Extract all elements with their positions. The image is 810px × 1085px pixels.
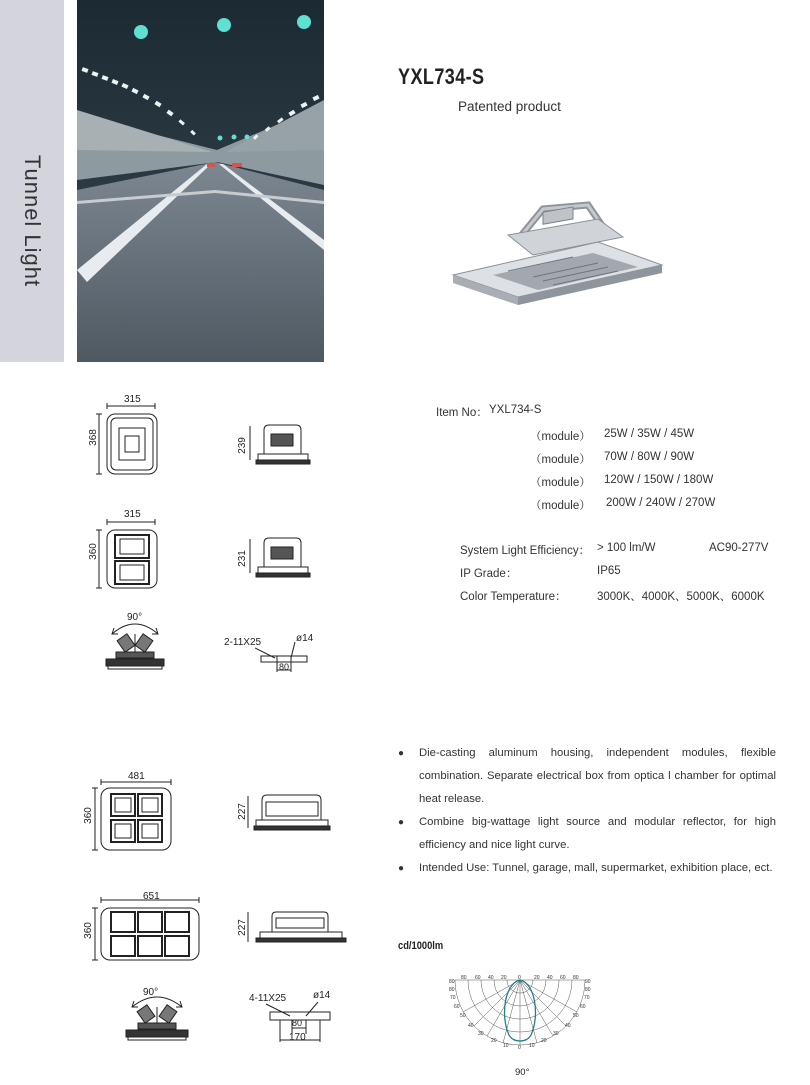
dim-d6-spacing-inner: 80 bbox=[292, 1018, 303, 1028]
dim-d2-height: 360 bbox=[87, 543, 99, 560]
efficiency-value: > 100 lm/W bbox=[597, 542, 656, 554]
feature-item-3: ● Intended Use: Tunnel, garage, mall, supermarket, exhibition place, ect. bbox=[398, 862, 773, 874]
polar-tick: 20 bbox=[541, 1038, 547, 1044]
power-row-4: 200W / 240W / 270W bbox=[606, 497, 716, 509]
polar-tick: 70 bbox=[450, 995, 456, 1001]
polar-tick: 50 bbox=[573, 1013, 579, 1019]
drawing-side-1 bbox=[236, 420, 326, 470]
polar-tick: 60 bbox=[454, 1004, 460, 1010]
power-row-2: 70W / 80W / 90W bbox=[604, 451, 695, 463]
ip-label: IP Grade： bbox=[460, 568, 518, 580]
polar-radial-label: 40 bbox=[547, 975, 553, 981]
power-row-3: 120W / 150W / 180W bbox=[604, 474, 714, 486]
feature-item-1: ● Die-casting aluminum housing, independent modules, flexible combination. Separate electrical box from optica l chamber for optimal heat release. bbox=[398, 747, 776, 805]
efficiency-label: System Light Efficiency： bbox=[460, 545, 591, 557]
category-label: Tunnel Light bbox=[20, 154, 45, 288]
polar-tick: 40 bbox=[565, 1023, 571, 1029]
item-no-value: YXL734-S bbox=[489, 404, 542, 416]
dim-d1-side: 239 bbox=[236, 437, 248, 454]
dim-d3-dia: ø14 bbox=[296, 633, 314, 644]
module-label-4: （module） bbox=[530, 500, 591, 512]
polar-tick: 80 bbox=[449, 979, 455, 985]
dim-d1-width: 315 bbox=[124, 394, 141, 405]
dim-d3-spacing: 80 bbox=[279, 662, 290, 672]
polar-tick: 30 bbox=[478, 1031, 484, 1037]
polar-radial-label: 0 bbox=[518, 975, 521, 981]
module-label-3: （module） bbox=[530, 477, 591, 489]
dim-d4-side: 227 bbox=[236, 803, 248, 820]
dim-d2-width: 315 bbox=[124, 509, 141, 520]
dim-d3-angle: 90° bbox=[127, 612, 143, 623]
color-temp-value: 3000K、4000K、5000K、6000K bbox=[597, 591, 765, 603]
power-row-1: 25W / 35W / 45W bbox=[604, 428, 695, 440]
polar-tick: 20 bbox=[491, 1038, 497, 1044]
color-temp-label: Color Temperature： bbox=[460, 591, 567, 603]
dim-d3-holes: 2-11X25 bbox=[224, 637, 262, 648]
dim-d2-side: 231 bbox=[236, 550, 248, 567]
polar-radial-label: 80 bbox=[461, 975, 467, 981]
drawing-side-2 bbox=[236, 533, 326, 583]
polar-radial-label: 80 bbox=[573, 975, 579, 981]
polar-radial-label: 20 bbox=[501, 975, 507, 981]
product-title: YXL734-S bbox=[398, 64, 485, 89]
module-label-1: （module） bbox=[530, 431, 591, 443]
polar-radial-label: 40 bbox=[488, 975, 494, 981]
dim-d6-spacing-outer: 170 bbox=[289, 1032, 306, 1043]
dim-d4-height: 360 bbox=[82, 807, 94, 824]
module-label-2: （module） bbox=[530, 454, 591, 466]
dim-d6-angle: 90° bbox=[143, 987, 159, 998]
photometric-unit-label: cd/1000lm bbox=[398, 940, 444, 952]
polar-light-curve bbox=[445, 975, 595, 1055]
tunnel-photo bbox=[77, 0, 324, 362]
feature-item-2: ● Combine big-wattage light source and modular reflector, for high efficiency and nice light curve. bbox=[398, 816, 776, 851]
polar-radial-label: 60 bbox=[475, 975, 481, 981]
drawing-side-4 bbox=[236, 790, 336, 835]
product-image bbox=[448, 197, 664, 307]
polar-tick: 60 bbox=[580, 1004, 586, 1010]
drawing-front-4 bbox=[82, 770, 185, 854]
polar-tick: 10 bbox=[529, 1043, 535, 1049]
dim-d6-holes: 4-11X25 bbox=[249, 993, 287, 1004]
dim-d6-dia: ø14 bbox=[313, 990, 331, 1001]
dim-d5-side: 227 bbox=[236, 919, 248, 936]
polar-tick: 30 bbox=[553, 1031, 559, 1037]
polar-tick: 40 bbox=[468, 1023, 474, 1029]
polar-tick: 90 bbox=[585, 979, 591, 985]
polar-radial-label: 20 bbox=[534, 975, 540, 981]
dim-d5-width: 651 bbox=[143, 891, 160, 902]
dim-d4-width: 481 bbox=[128, 771, 145, 782]
polar-tick: 50 bbox=[460, 1013, 466, 1019]
polar-tick: 80 bbox=[585, 987, 591, 993]
polar-radial-label: 60 bbox=[560, 975, 566, 981]
ip-value: IP65 bbox=[597, 565, 621, 577]
polar-tick: 70 bbox=[584, 995, 590, 1001]
polar-tick: 0 bbox=[518, 1045, 521, 1051]
item-no-label: Item No： bbox=[436, 407, 488, 419]
feature-list bbox=[398, 742, 776, 880]
polar-tick: 10 bbox=[503, 1043, 509, 1049]
dim-d1-height: 368 bbox=[87, 429, 99, 446]
polar-tick: 80 bbox=[449, 987, 455, 993]
voltage-value: AC90-277V bbox=[709, 542, 769, 554]
polar-angle-label: 90° bbox=[515, 1067, 530, 1078]
dim-d5-height: 360 bbox=[82, 922, 94, 939]
drawing-side-5 bbox=[236, 908, 351, 948]
patent-note: Patented product bbox=[458, 99, 561, 114]
